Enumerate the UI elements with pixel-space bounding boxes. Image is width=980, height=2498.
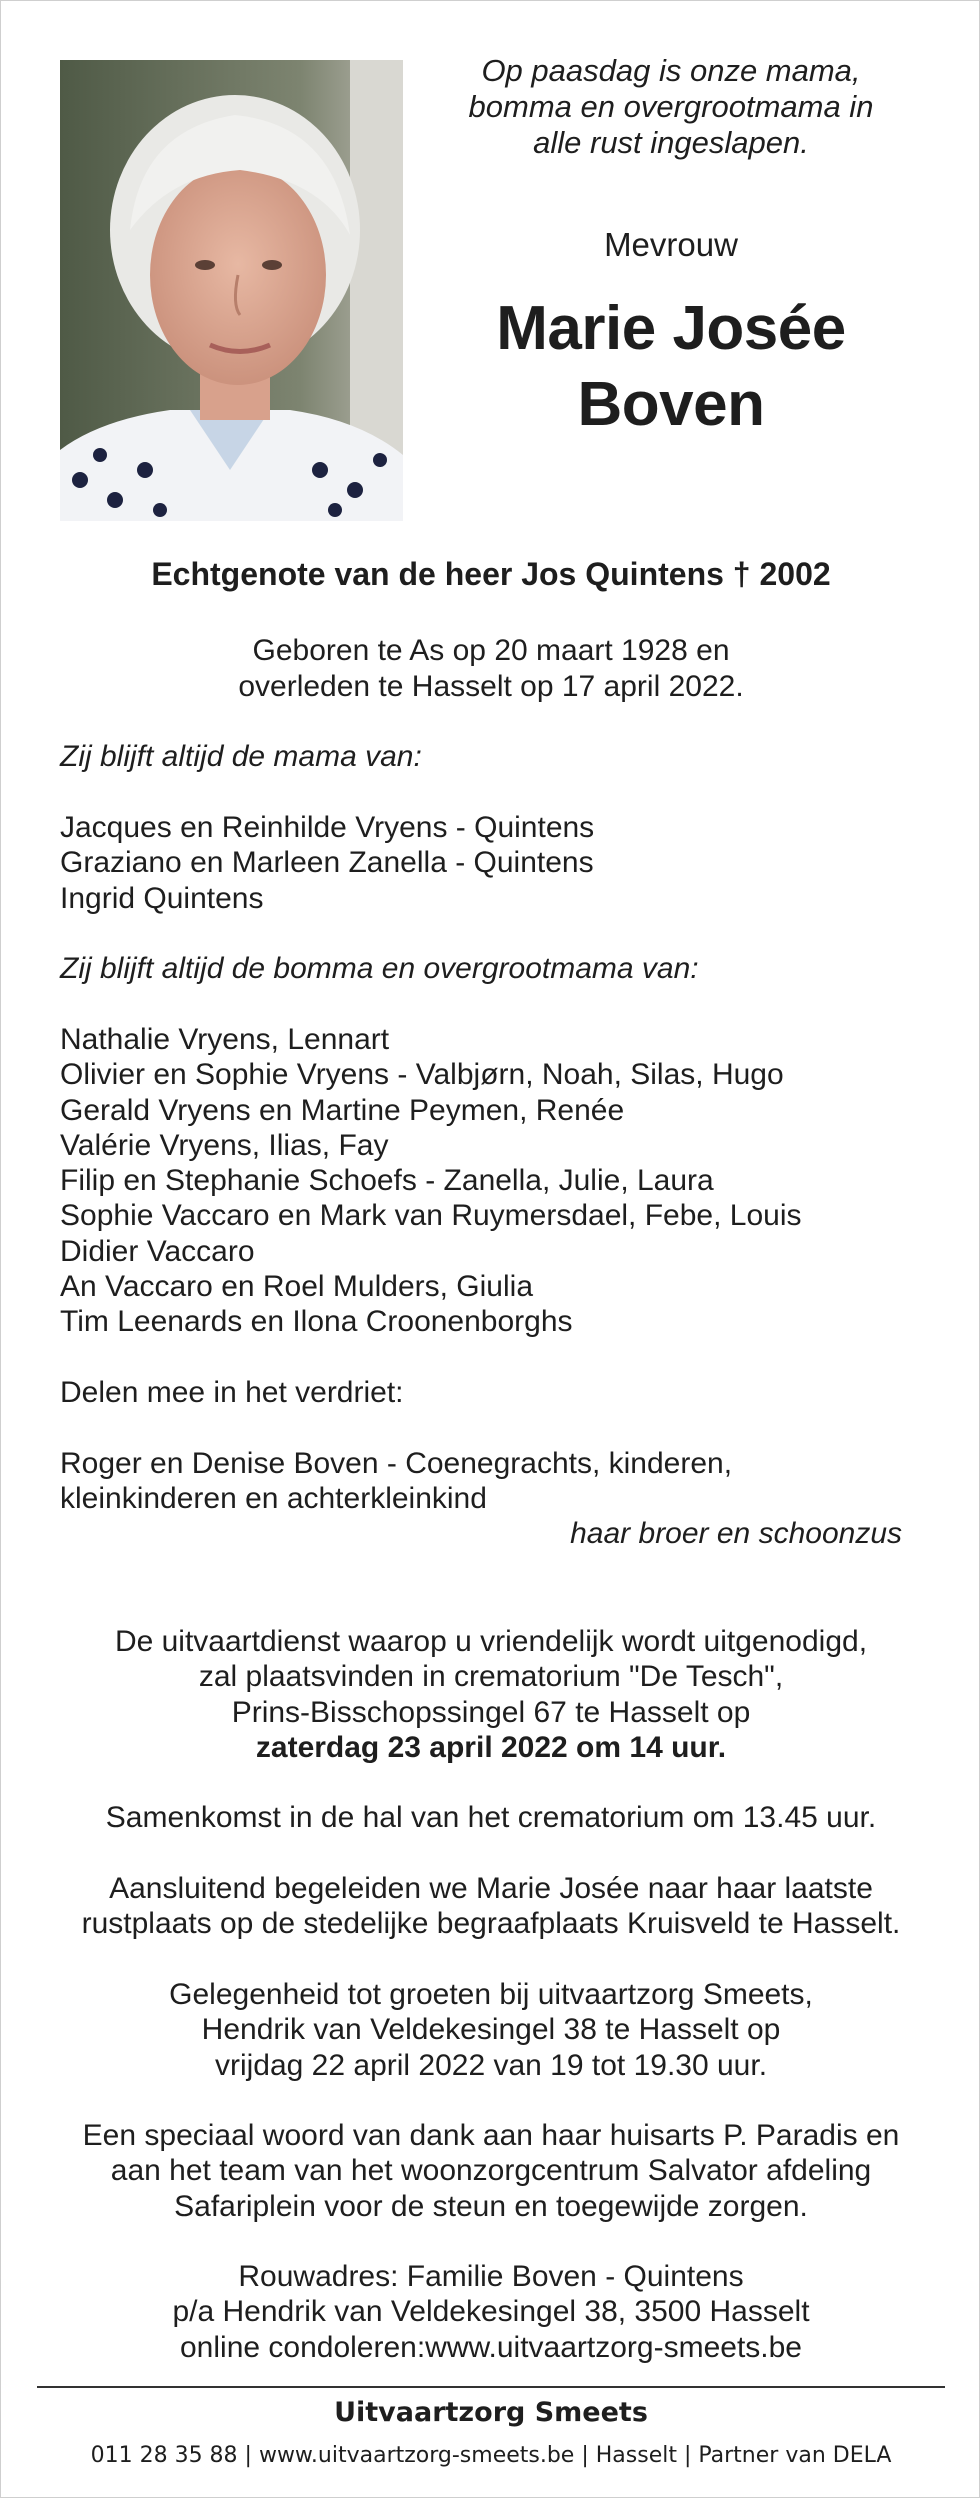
spouse-line: Echtgenote van de heer Jos Quintens † 2002 bbox=[151, 556, 831, 592]
burial-line: Aansluitend begeleiden we Marie Josée naar haar laatste bbox=[109, 1872, 873, 1905]
list-item: Filip en Stephanie Schoefs - Zanella, Julie, Laura bbox=[60, 1164, 714, 1198]
service-line: De uitvaartdienst waarop u vriendelijk wordt uitgenodigd, bbox=[114, 1625, 868, 1658]
children-list bbox=[60, 810, 920, 916]
list-item: Jacques en Reinhilde Vryens - Quintens bbox=[60, 811, 595, 844]
list-item: Gerald Vryens en Martine Peymen, Renée bbox=[60, 1093, 625, 1127]
grandchildren-list bbox=[60, 1022, 920, 1340]
burial-info bbox=[1, 1871, 980, 1942]
mourning-address bbox=[1, 2259, 980, 2365]
gathering-info bbox=[1, 1800, 980, 1835]
list-item: Roger en Denise Boven - Coenegrachts, kinderen, bbox=[60, 1447, 733, 1480]
service-date: zaterdag 23 april 2022 om 14 uur. bbox=[255, 1730, 727, 1764]
thanks-line: Een speciaal woord van dank aan haar huisarts P. Paradis en bbox=[82, 2119, 900, 2152]
title-prefix: Mevrouw bbox=[604, 226, 738, 263]
born-line: Geboren te As op 20 maart 1928 en bbox=[252, 634, 730, 667]
intro-line: bomma en overgrootmama in bbox=[468, 89, 874, 124]
funeral-home-name: Uitvaartzorg Smeets bbox=[334, 2397, 648, 2428]
born-line: overleden te Hasselt op 17 april 2022. bbox=[238, 670, 744, 703]
service-line: Prins-Bisschopssingel 67 te Hasselt op bbox=[231, 1695, 751, 1729]
list-item: Graziano en Marleen Zanella - Quintens bbox=[60, 846, 594, 880]
thanks-text bbox=[1, 2118, 980, 2224]
footer-divider bbox=[37, 2386, 945, 2388]
gathering-line: Samenkomst in de hal van het crematorium om 13.45 uur. bbox=[105, 1801, 877, 1834]
visitation-line: Gelegenheid tot groeten bij uitvaartzorg Smeets, bbox=[169, 1978, 813, 2011]
address-line: Rouwadres: Familie Boven - Quintens bbox=[238, 2260, 744, 2293]
thanks-line: Safariplein voor de steun en toegewijde zorgen. bbox=[174, 2189, 808, 2223]
visitation-line: vrijdag 22 april 2022 van 19 tot 19.30 uur. bbox=[214, 2048, 768, 2082]
list-item: Sophie Vaccaro en Mark van Ruymersdael, Febe, Louis bbox=[60, 1199, 802, 1233]
visitation-line: Hendrik van Veldekesingel 38 te Hasselt op bbox=[201, 2013, 781, 2047]
thanks-line: aan het team van het woonzorgcentrum Salvator afdeling bbox=[110, 2154, 872, 2188]
list-item: Ingrid Quintens bbox=[60, 881, 264, 915]
service-info bbox=[1, 1624, 980, 1765]
list-item: Olivier en Sophie Vryens - Valbjørn, Noah, Silas, Hugo bbox=[60, 1058, 784, 1092]
intro-line: alle rust ingeslapen. bbox=[533, 125, 809, 160]
list-item: Didier Vaccaro bbox=[60, 1234, 255, 1268]
list-item: Valérie Vryens, Ilias, Fay bbox=[60, 1128, 389, 1162]
list-item: Nathalie Vryens, Lennart bbox=[60, 1023, 390, 1056]
relatives-note: haar broer en schoonzus bbox=[570, 1517, 902, 1550]
list-item: kleinkinderen en achterkleinkind bbox=[60, 1482, 487, 1516]
list-item: Tim Leenards en Ilona Croonenborghs bbox=[60, 1305, 573, 1339]
burial-line: rustplaats op de stedelijke begraafplaats Kruisveld te Hasselt. bbox=[81, 1907, 901, 1941]
grand-heading: Zij blijft altijd de bomma en overgrootmama van: bbox=[60, 952, 699, 985]
intro-line: Op paasdag is onze mama, bbox=[481, 53, 861, 88]
birth-death-text bbox=[1, 633, 980, 705]
share-heading: Delen mee in het verdriet: bbox=[60, 1376, 404, 1409]
service-line: zal plaatsvinden in crematorium "De Tesch", bbox=[198, 1660, 784, 1694]
funeral-home-contact bbox=[1, 2443, 980, 2468]
name-line: Boven bbox=[577, 370, 765, 439]
deceased-name bbox=[441, 291, 901, 443]
address-line: online condoleren:www.uitvaartzorg-smeets.be bbox=[180, 2330, 802, 2364]
visitation-info bbox=[1, 1977, 980, 2083]
mama-heading: Zij blijft altijd de mama van: bbox=[60, 740, 422, 773]
relatives-list bbox=[60, 1446, 920, 1517]
name-line: Marie Josée bbox=[496, 294, 846, 363]
contact-line: 011 28 35 88 | www.uitvaartzorg-smeets.be | Hasselt | Partner van DELA bbox=[90, 2443, 892, 2468]
address-line: p/a Hendrik van Veldekesingel 38, 3500 Hasselt bbox=[172, 2295, 810, 2329]
list-item: An Vaccaro en Roel Mulders, Giulia bbox=[60, 1270, 533, 1304]
intro-text bbox=[441, 53, 901, 161]
portrait-photo bbox=[60, 60, 403, 521]
